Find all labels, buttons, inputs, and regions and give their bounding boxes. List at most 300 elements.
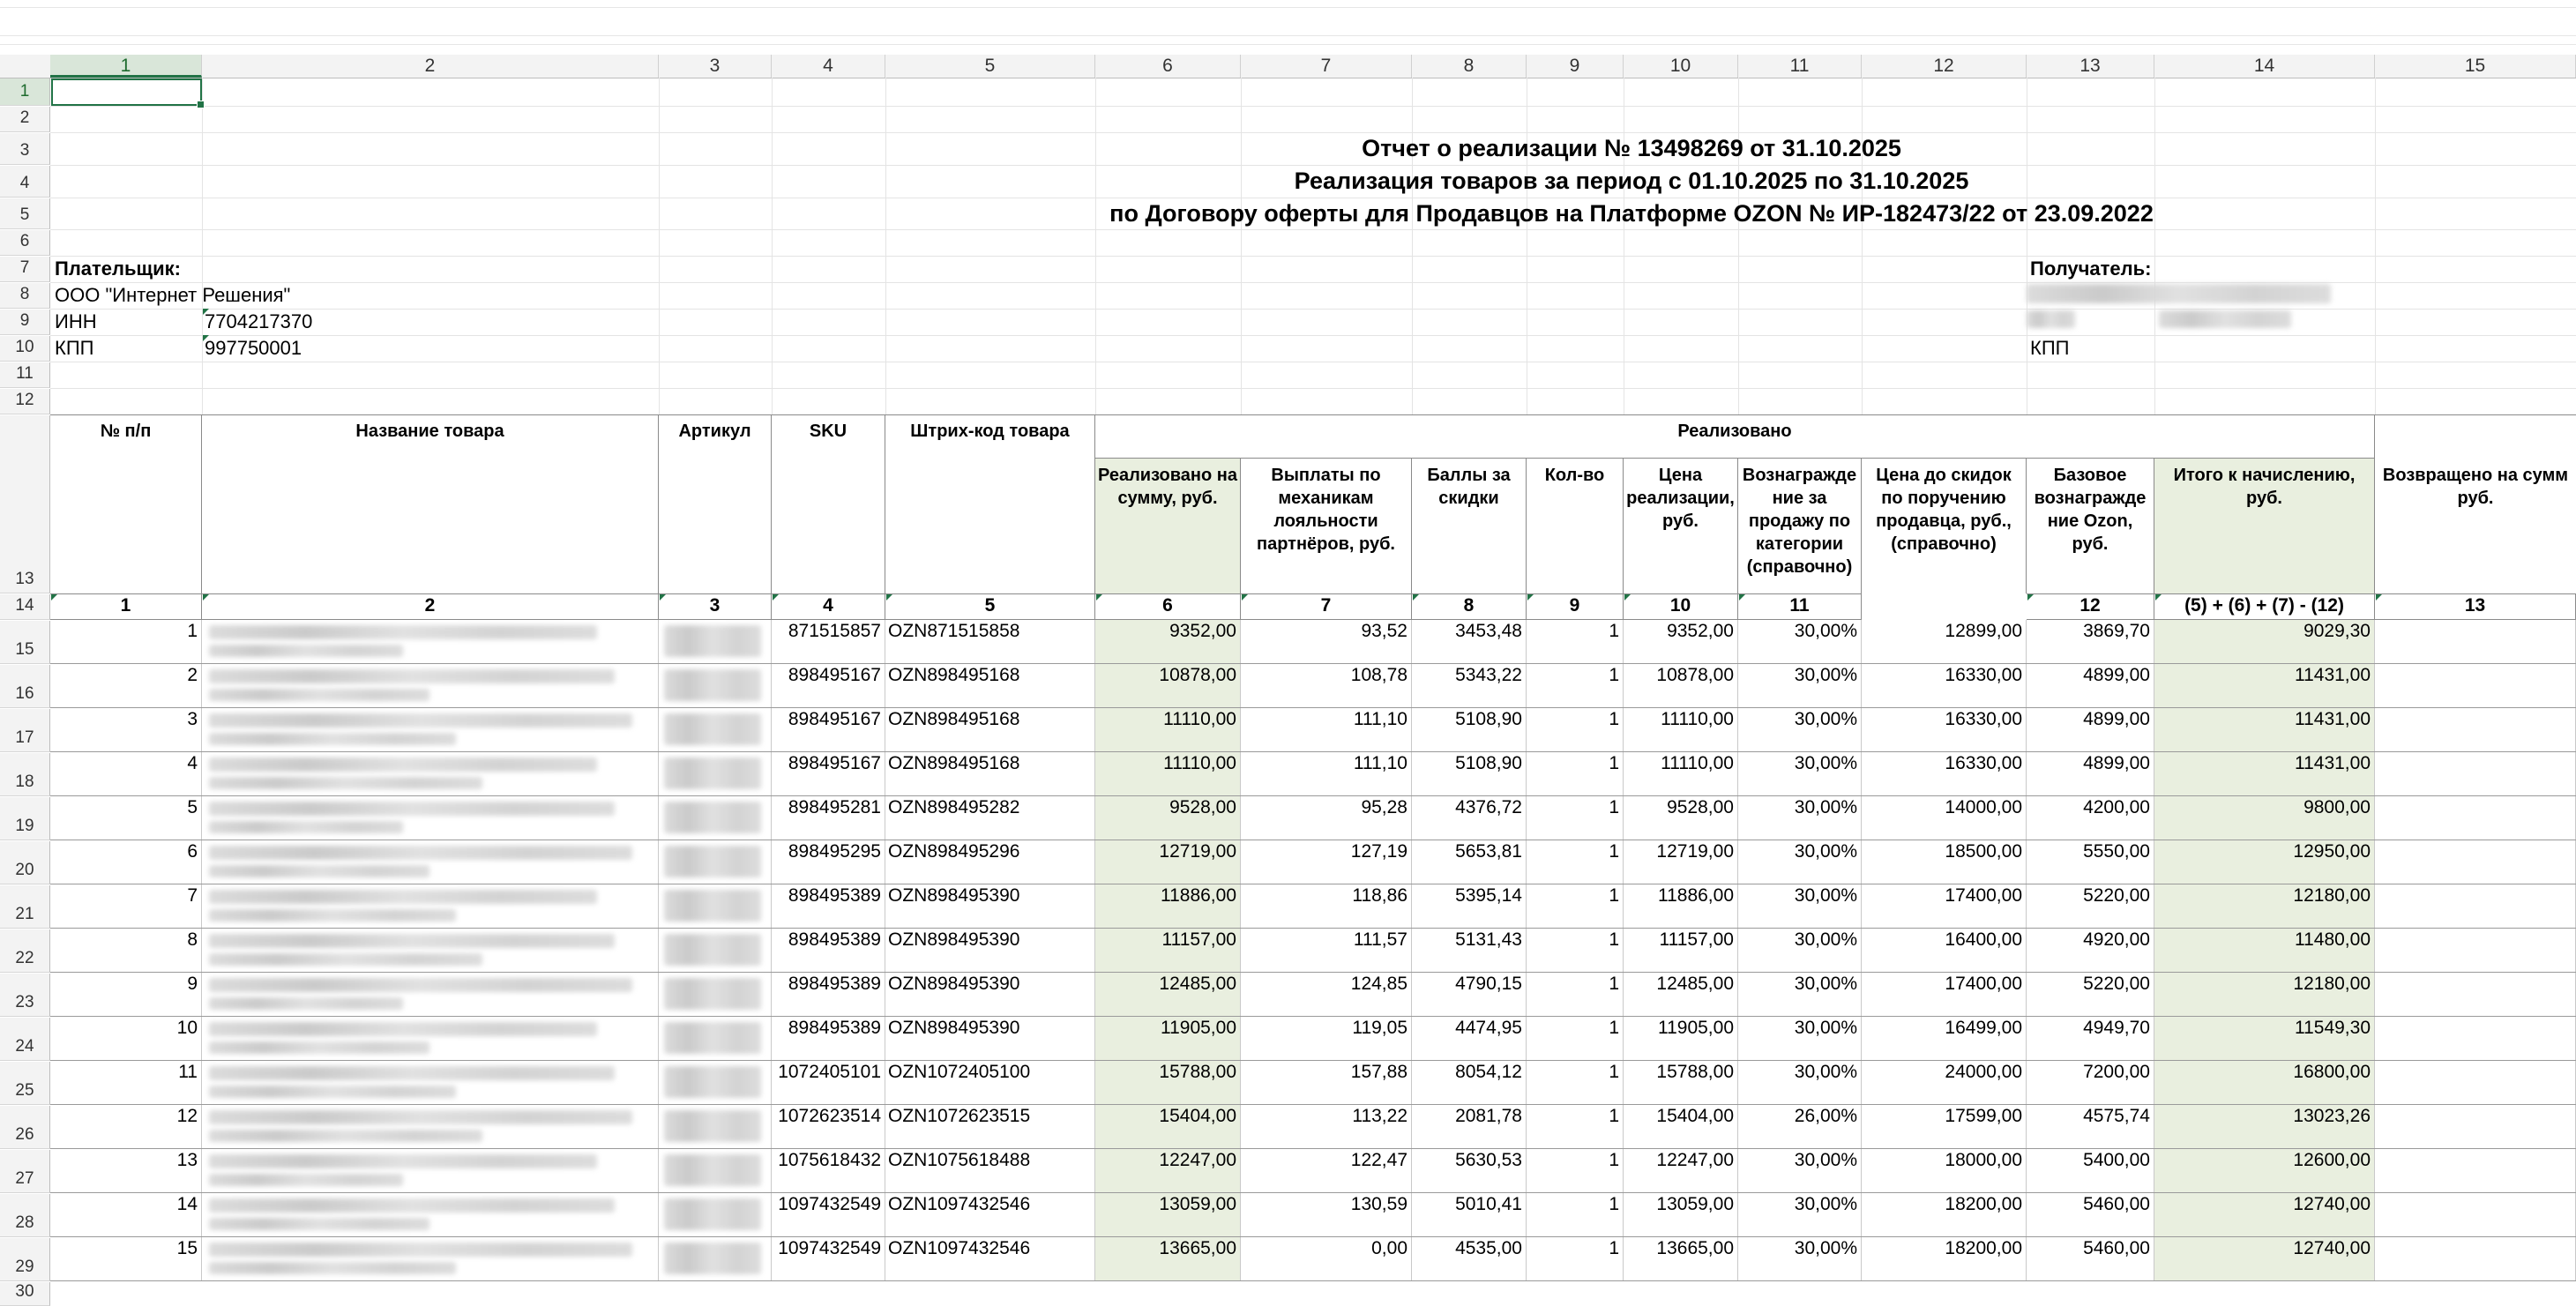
cell-loyalty[interactable]: 118,86 — [1241, 884, 1412, 929]
column-header-bar — [0, 55, 2576, 78]
cell-sum[interactable]: 11905,00 — [1095, 1017, 1241, 1061]
cell-price_before[interactable]: 17599,00 — [1862, 1105, 2027, 1149]
cell-price_before[interactable]: 16499,00 — [1862, 1017, 2027, 1061]
cell-qty[interactable]: 1 — [1527, 620, 1624, 664]
cell-commission[interactable]: 30,00% — [1738, 973, 1862, 1017]
row-header-6[interactable]: 6 — [0, 230, 50, 256]
cell-total[interactable]: 11431,00 — [2154, 708, 2375, 752]
cell-sku[interactable]: 1097432549 — [772, 1237, 885, 1281]
active-cell[interactable] — [51, 78, 202, 106]
cell-points[interactable]: 8054,12 — [1412, 1061, 1527, 1105]
cell-qty[interactable]: 1 — [1527, 1193, 1624, 1237]
row-header-5[interactable]: 5 — [0, 198, 50, 229]
cell-commission[interactable]: 30,00% — [1738, 620, 1862, 664]
cell-price[interactable]: 11886,00 — [1624, 884, 1738, 929]
cell-total[interactable]: 12740,00 — [2154, 1237, 2375, 1281]
cell-price_before[interactable]: 24000,00 — [1862, 1061, 2027, 1105]
cell-name-redacted[interactable] — [202, 1061, 659, 1105]
cell-price[interactable]: 12719,00 — [1624, 840, 1738, 884]
cell-returned[interactable] — [2375, 1149, 2576, 1193]
cell-article-redacted[interactable] — [659, 973, 772, 1017]
cell-price[interactable]: 13665,00 — [1624, 1237, 1738, 1281]
cell-returned[interactable] — [2375, 973, 2576, 1017]
cell-points[interactable]: 3453,48 — [1412, 620, 1527, 664]
cell-sku[interactable]: 1097432549 — [772, 1193, 885, 1237]
column-header-7[interactable]: 7 — [1241, 55, 1412, 78]
cell-n[interactable]: 8 — [50, 929, 202, 973]
cell-commission[interactable]: 30,00% — [1738, 840, 1862, 884]
cell-name-redacted[interactable] — [202, 1017, 659, 1061]
cell-points[interactable]: 4535,00 — [1412, 1237, 1527, 1281]
redacted-text — [209, 1086, 456, 1098]
redacted-text — [209, 846, 632, 860]
cell-loyalty[interactable]: 0,00 — [1241, 1237, 1412, 1281]
cell-loyalty[interactable]: 111,10 — [1241, 752, 1412, 796]
cell-price[interactable]: 12247,00 — [1624, 1149, 1738, 1193]
cell-points[interactable]: 2081,78 — [1412, 1105, 1527, 1149]
row-header-25[interactable]: 25 — [0, 1062, 50, 1105]
header-price: Цена реализации, руб. — [1624, 459, 1738, 593]
cell-barcode[interactable]: OZN898495390 — [885, 973, 1095, 1017]
column-number-9: 9 — [1527, 593, 1624, 620]
cell-name-redacted[interactable] — [202, 929, 659, 973]
cell-sum[interactable]: 15788,00 — [1095, 1061, 1241, 1105]
cell-barcode[interactable]: OZN898495168 — [885, 664, 1095, 708]
cell-points[interactable]: 5108,90 — [1412, 752, 1527, 796]
cell-price_before[interactable]: 18500,00 — [1862, 840, 2027, 884]
cell-n[interactable]: 9 — [50, 973, 202, 1017]
cell-commission[interactable]: 30,00% — [1738, 752, 1862, 796]
cell-price[interactable]: 15788,00 — [1624, 1061, 1738, 1105]
cell-commission[interactable]: 30,00% — [1738, 1149, 1862, 1193]
cell-name-redacted[interactable] — [202, 973, 659, 1017]
cell-commission[interactable]: 30,00% — [1738, 708, 1862, 752]
cell-price_before[interactable]: 17400,00 — [1862, 973, 2027, 1017]
row-header-2[interactable]: 2 — [0, 107, 50, 132]
cell-sum[interactable]: 11110,00 — [1095, 752, 1241, 796]
cell-price_before[interactable]: 17400,00 — [1862, 884, 2027, 929]
cell-base_fee[interactable]: 4949,70 — [2027, 1017, 2154, 1061]
fill-handle[interactable] — [197, 101, 205, 108]
cell-qty[interactable]: 1 — [1527, 1017, 1624, 1061]
cell-total[interactable]: 11549,30 — [2154, 1017, 2375, 1061]
cell-price_before[interactable]: 12899,00 — [1862, 620, 2027, 664]
row-header-8[interactable]: 8 — [0, 283, 50, 309]
cell-price[interactable]: 15404,00 — [1624, 1105, 1738, 1149]
cell-commission[interactable]: 26,00% — [1738, 1105, 1862, 1149]
header-sku: SKU — [772, 414, 885, 593]
redacted-text — [664, 1066, 761, 1098]
cell-loyalty[interactable]: 127,19 — [1241, 840, 1412, 884]
cell-returned[interactable] — [2375, 1017, 2576, 1061]
cell-total[interactable]: 12740,00 — [2154, 1193, 2375, 1237]
cell-name-redacted[interactable] — [202, 1149, 659, 1193]
cell-loyalty[interactable]: 124,85 — [1241, 973, 1412, 1017]
cell-total[interactable]: 12180,00 — [2154, 973, 2375, 1017]
row-header-17[interactable]: 17 — [0, 709, 50, 752]
cell-commission[interactable]: 30,00% — [1738, 1193, 1862, 1237]
cell-barcode[interactable]: OZN898495282 — [885, 796, 1095, 840]
cell-qty[interactable]: 1 — [1527, 840, 1624, 884]
cell-returned[interactable] — [2375, 796, 2576, 840]
column-number-8: 8 — [1412, 593, 1527, 620]
cell-base_fee[interactable]: 7200,00 — [2027, 1061, 2154, 1105]
cell-qty[interactable]: 1 — [1527, 664, 1624, 708]
cell-sum[interactable]: 9528,00 — [1095, 796, 1241, 840]
cell-loyalty[interactable]: 111,10 — [1241, 708, 1412, 752]
column-header-15[interactable]: 15 — [2375, 55, 2576, 78]
cell-base_fee[interactable]: 4200,00 — [2027, 796, 2154, 840]
cell-article-redacted[interactable] — [659, 664, 772, 708]
cell-returned[interactable] — [2375, 752, 2576, 796]
row-header-26[interactable]: 26 — [0, 1106, 50, 1149]
row-header-11[interactable]: 11 — [0, 362, 50, 388]
redacted-text — [664, 669, 761, 701]
column-header-4[interactable]: 4 — [772, 55, 885, 78]
cell-price[interactable]: 12485,00 — [1624, 973, 1738, 1017]
cell-barcode[interactable]: OZN898495390 — [885, 1017, 1095, 1061]
cell-name-redacted[interactable] — [202, 708, 659, 752]
cell-commission[interactable]: 30,00% — [1738, 664, 1862, 708]
header-barcode: Штрих-код товара — [885, 414, 1095, 593]
cell-sum[interactable]: 12247,00 — [1095, 1149, 1241, 1193]
column-number-11: 11 — [1738, 593, 1862, 620]
cell-total[interactable]: 12950,00 — [2154, 840, 2375, 884]
row-header-16[interactable]: 16 — [0, 665, 50, 708]
cell-n[interactable]: 12 — [50, 1105, 202, 1149]
redacted-text — [209, 757, 597, 772]
column-header-11[interactable]: 11 — [1738, 55, 1862, 78]
column-header-6[interactable]: 6 — [1095, 55, 1241, 78]
redacted-text — [209, 625, 597, 639]
recipient-inn-redacted — [2159, 310, 2291, 328]
cell-qty[interactable]: 1 — [1527, 884, 1624, 929]
cell-article-redacted[interactable] — [659, 1193, 772, 1237]
cell-n[interactable]: 11 — [50, 1061, 202, 1105]
header-returned: Возвращено на сумм руб. — [2382, 466, 2569, 508]
cell-qty[interactable]: 1 — [1527, 1237, 1624, 1281]
cell-price_before[interactable]: 14000,00 — [1862, 796, 2027, 840]
row-header-21[interactable]: 21 — [0, 885, 50, 929]
cell-commission[interactable]: 30,00% — [1738, 1017, 1862, 1061]
cell-points[interactable]: 4474,95 — [1412, 1017, 1527, 1061]
cell-points[interactable]: 5108,90 — [1412, 708, 1527, 752]
column-header-9[interactable]: 9 — [1527, 55, 1624, 78]
cell-base_fee[interactable]: 5460,00 — [2027, 1193, 2154, 1237]
cell-article-redacted[interactable] — [659, 1149, 772, 1193]
row-header-12[interactable]: 12 — [0, 389, 50, 414]
column-number-1: 1 — [50, 593, 202, 620]
redacted-text — [209, 713, 632, 728]
row-header-22[interactable]: 22 — [0, 929, 50, 973]
header-commission: Вознагражде ние за продажу по категории (справочно) — [1738, 459, 1862, 593]
cell-sum[interactable]: 9352,00 — [1095, 620, 1241, 664]
cell-article-redacted[interactable] — [659, 929, 772, 973]
cell-price[interactable]: 13059,00 — [1624, 1193, 1738, 1237]
row-header-15[interactable]: 15 — [0, 621, 50, 664]
cell-name-redacted[interactable] — [202, 1193, 659, 1237]
cell-article-redacted[interactable] — [659, 884, 772, 929]
cell-base_fee[interactable]: 3869,70 — [2027, 620, 2154, 664]
cell-name-redacted[interactable] — [202, 1105, 659, 1149]
redacted-text — [209, 1041, 429, 1054]
cell-points[interactable]: 5343,22 — [1412, 664, 1527, 708]
row-header-27[interactable]: 27 — [0, 1150, 50, 1193]
redacted-text — [209, 1218, 429, 1230]
row-header-1[interactable]: 1 — [0, 78, 50, 106]
cell-n[interactable]: 15 — [50, 1237, 202, 1281]
cell-qty[interactable]: 1 — [1527, 796, 1624, 840]
cell-base_fee[interactable]: 5220,00 — [2027, 973, 2154, 1017]
cell-sku[interactable]: 898495295 — [772, 840, 885, 884]
cell-sum[interactable]: 13059,00 — [1095, 1193, 1241, 1237]
cell-price[interactable]: 9528,00 — [1624, 796, 1738, 840]
cell-price_before[interactable]: 18000,00 — [1862, 1149, 2027, 1193]
cell-barcode[interactable]: OZN898495390 — [885, 884, 1095, 929]
cell-total[interactable]: 9800,00 — [2154, 796, 2375, 840]
cell-price[interactable]: 10878,00 — [1624, 664, 1738, 708]
cell-qty[interactable]: 1 — [1527, 1061, 1624, 1105]
cell-total[interactable]: 12600,00 — [2154, 1149, 2375, 1193]
column-header-3[interactable]: 3 — [659, 55, 772, 78]
row-header-3[interactable]: 3 — [0, 133, 50, 165]
row-header-23[interactable]: 23 — [0, 974, 50, 1017]
cell-commission[interactable]: 30,00% — [1738, 929, 1862, 973]
row-header-13[interactable]: 13 — [0, 415, 50, 593]
row-header-28[interactable]: 28 — [0, 1194, 50, 1237]
cell-article-redacted[interactable] — [659, 620, 772, 664]
cell-returned[interactable] — [2375, 1061, 2576, 1105]
cell-returned[interactable] — [2375, 664, 2576, 708]
cell-sum[interactable]: 15404,00 — [1095, 1105, 1241, 1149]
cell-price[interactable]: 11157,00 — [1624, 929, 1738, 973]
cell-points[interactable]: 5653,81 — [1412, 840, 1527, 884]
row-header-14[interactable]: 14 — [0, 594, 50, 620]
cell-sku[interactable]: 1072405101 — [772, 1061, 885, 1105]
cell-article-redacted[interactable] — [659, 1017, 772, 1061]
row-header-9[interactable]: 9 — [0, 310, 50, 335]
cell-loyalty[interactable]: 130,59 — [1241, 1193, 1412, 1237]
column-header-12[interactable]: 12 — [1862, 55, 2027, 78]
cell-price_before[interactable]: 16330,00 — [1862, 664, 2027, 708]
cell-loyalty[interactable]: 111,57 — [1241, 929, 1412, 973]
cell-sum[interactable]: 11157,00 — [1095, 929, 1241, 973]
cell-commission[interactable]: 30,00% — [1738, 796, 1862, 840]
cell-name-redacted[interactable] — [202, 752, 659, 796]
column-header-2[interactable]: 2 — [202, 55, 659, 78]
cell-article-redacted[interactable] — [659, 708, 772, 752]
column-header-1[interactable]: 1 — [50, 55, 202, 78]
row-header-19[interactable]: 19 — [0, 797, 50, 840]
cell-qty[interactable]: 1 — [1527, 929, 1624, 973]
cell-barcode[interactable]: OZN1097432546 — [885, 1237, 1095, 1281]
cell-sku[interactable]: 871515857 — [772, 620, 885, 664]
cell-commission[interactable]: 30,00% — [1738, 1237, 1862, 1281]
cell-qty[interactable]: 1 — [1527, 708, 1624, 752]
redacted-text — [209, 1066, 615, 1080]
row-header-10[interactable]: 10 — [0, 336, 50, 362]
cell-loyalty[interactable]: 122,47 — [1241, 1149, 1412, 1193]
cell-article-redacted[interactable] — [659, 1105, 772, 1149]
cell-total[interactable]: 9029,30 — [2154, 620, 2375, 664]
cell-qty[interactable]: 1 — [1527, 752, 1624, 796]
cell-base_fee[interactable]: 4575,74 — [2027, 1105, 2154, 1149]
cell-returned[interactable] — [2375, 884, 2576, 929]
cell-price[interactable]: 11905,00 — [1624, 1017, 1738, 1061]
cell-sku[interactable]: 898495389 — [772, 929, 885, 973]
cell-total[interactable]: 13023,26 — [2154, 1105, 2375, 1149]
cell-total[interactable]: 11480,00 — [2154, 929, 2375, 973]
cell-points[interactable]: 5131,43 — [1412, 929, 1527, 973]
cell-returned[interactable] — [2375, 708, 2576, 752]
cell-price[interactable]: 11110,00 — [1624, 708, 1738, 752]
recipient-inn-label-redacted — [2027, 310, 2075, 328]
cell-base_fee[interactable]: 5460,00 — [2027, 1237, 2154, 1281]
cell-name-redacted[interactable] — [202, 884, 659, 929]
cell-qty[interactable]: 1 — [1527, 973, 1624, 1017]
redacted-text — [209, 1243, 632, 1257]
cell-price[interactable]: 9352,00 — [1624, 620, 1738, 664]
cell-name-redacted[interactable] — [202, 664, 659, 708]
cell-points[interactable]: 4376,72 — [1412, 796, 1527, 840]
row-header-20[interactable]: 20 — [0, 841, 50, 884]
cell-name-redacted[interactable] — [202, 840, 659, 884]
cell-loyalty[interactable]: 95,28 — [1241, 796, 1412, 840]
cell-base_fee[interactable]: 4899,00 — [2027, 708, 2154, 752]
cell-loyalty[interactable]: 113,22 — [1241, 1105, 1412, 1149]
cell-sku[interactable]: 898495389 — [772, 973, 885, 1017]
cell-sum[interactable]: 11886,00 — [1095, 884, 1241, 929]
cell-sku[interactable]: 898495389 — [772, 884, 885, 929]
cell-barcode[interactable]: OZN871515858 — [885, 620, 1095, 664]
cell-sku[interactable]: 1072623514 — [772, 1105, 885, 1149]
cell-price_before[interactable]: 16330,00 — [1862, 752, 2027, 796]
cell-sku[interactable]: 1075618432 — [772, 1149, 885, 1193]
cell-n[interactable]: 13 — [50, 1149, 202, 1193]
cell-sum[interactable]: 12719,00 — [1095, 840, 1241, 884]
cell-n[interactable]: 3 — [50, 708, 202, 752]
cell-price[interactable]: 11110,00 — [1624, 752, 1738, 796]
payer-label: Плательщик: — [55, 257, 181, 280]
cell-barcode[interactable]: OZN1075618488 — [885, 1149, 1095, 1193]
cell-points[interactable]: 5630,53 — [1412, 1149, 1527, 1193]
cell-sku[interactable]: 898495389 — [772, 1017, 885, 1061]
cell-returned[interactable] — [2375, 1105, 2576, 1149]
cell-base_fee[interactable]: 5550,00 — [2027, 840, 2154, 884]
cell-sum[interactable]: 11110,00 — [1095, 708, 1241, 752]
cell-name-redacted[interactable] — [202, 796, 659, 840]
cell-barcode[interactable]: OZN1072405100 — [885, 1061, 1095, 1105]
cell-returned[interactable] — [2375, 1193, 2576, 1237]
cell-total[interactable]: 11431,00 — [2154, 664, 2375, 708]
cell-barcode[interactable]: OZN898495168 — [885, 752, 1095, 796]
cell-sum[interactable]: 10878,00 — [1095, 664, 1241, 708]
row-header-4[interactable]: 4 — [0, 166, 50, 198]
row-header-18[interactable]: 18 — [0, 753, 50, 796]
cell-sku[interactable]: 898495167 — [772, 752, 885, 796]
cell-article-redacted[interactable] — [659, 752, 772, 796]
cell-article-redacted[interactable] — [659, 796, 772, 840]
cell-price_before[interactable]: 18200,00 — [1862, 1237, 2027, 1281]
redacted-text — [664, 1110, 761, 1142]
row-header-7[interactable]: 7 — [0, 257, 50, 282]
cell-n[interactable]: 1 — [50, 620, 202, 664]
cell-returned[interactable] — [2375, 620, 2576, 664]
cell-total[interactable]: 12180,00 — [2154, 884, 2375, 929]
column-header-13[interactable]: 13 — [2027, 55, 2154, 78]
cell-total[interactable]: 16800,00 — [2154, 1061, 2375, 1105]
cell-n[interactable]: 5 — [50, 796, 202, 840]
cell-sum[interactable]: 12485,00 — [1095, 973, 1241, 1017]
cell-returned[interactable] — [2375, 929, 2576, 973]
cell-base_fee[interactable]: 5220,00 — [2027, 884, 2154, 929]
cell-n[interactable]: 14 — [50, 1193, 202, 1237]
cell-loyalty[interactable]: 108,78 — [1241, 664, 1412, 708]
cell-name-redacted[interactable] — [202, 620, 659, 664]
row-header-29[interactable]: 29 — [0, 1238, 50, 1281]
cell-qty[interactable]: 1 — [1527, 1149, 1624, 1193]
recipient-label: Получатель: — [2030, 257, 2152, 280]
cell-barcode[interactable]: OZN898495390 — [885, 929, 1095, 973]
cell-returned[interactable] — [2375, 840, 2576, 884]
cell-base_fee[interactable]: 4899,00 — [2027, 664, 2154, 708]
cell-n[interactable]: 7 — [50, 884, 202, 929]
cell-points[interactable]: 4790,15 — [1412, 973, 1527, 1017]
cell-name-redacted[interactable] — [202, 1237, 659, 1281]
cell-qty[interactable]: 1 — [1527, 1105, 1624, 1149]
cell-returned[interactable] — [2375, 1237, 2576, 1281]
cell-n[interactable]: 6 — [50, 840, 202, 884]
column-header-14[interactable]: 14 — [2154, 55, 2375, 78]
cell-article-redacted[interactable] — [659, 840, 772, 884]
cell-n[interactable]: 2 — [50, 664, 202, 708]
cell-loyalty[interactable]: 157,88 — [1241, 1061, 1412, 1105]
cell-price_before[interactable]: 16330,00 — [1862, 708, 2027, 752]
cell-loyalty[interactable]: 93,52 — [1241, 620, 1412, 664]
cell-price_before[interactable]: 18200,00 — [1862, 1193, 2027, 1237]
cell-base_fee[interactable]: 4899,00 — [2027, 752, 2154, 796]
cell-base_fee[interactable]: 5400,00 — [2027, 1149, 2154, 1193]
cell-barcode[interactable]: OZN898495296 — [885, 840, 1095, 884]
cell-loyalty[interactable]: 119,05 — [1241, 1017, 1412, 1061]
column-header-10[interactable]: 10 — [1624, 55, 1738, 78]
cell-commission[interactable]: 30,00% — [1738, 884, 1862, 929]
cell-base_fee[interactable]: 4920,00 — [2027, 929, 2154, 973]
cell-n[interactable]: 10 — [50, 1017, 202, 1061]
column-header-5[interactable]: 5 — [885, 55, 1095, 78]
cell-sku[interactable]: 898495281 — [772, 796, 885, 840]
cell-barcode[interactable]: OZN898495168 — [885, 708, 1095, 752]
row-header-30[interactable]: 30 — [0, 1282, 50, 1306]
cell-n[interactable]: 4 — [50, 752, 202, 796]
redacted-text — [209, 1262, 456, 1274]
cell-points[interactable]: 5010,41 — [1412, 1193, 1527, 1237]
cell-article-redacted[interactable] — [659, 1061, 772, 1105]
column-number-12: 12 — [2027, 593, 2154, 620]
cell-commission[interactable]: 30,00% — [1738, 1061, 1862, 1105]
cell-sku[interactable]: 898495167 — [772, 664, 885, 708]
cell-price_before[interactable]: 16400,00 — [1862, 929, 2027, 973]
cell-total[interactable]: 11431,00 — [2154, 752, 2375, 796]
cell-sku[interactable]: 898495167 — [772, 708, 885, 752]
cell-barcode[interactable]: OZN1097432546 — [885, 1193, 1095, 1237]
cell-barcode[interactable]: OZN1072623515 — [885, 1105, 1095, 1149]
cell-sum[interactable]: 13665,00 — [1095, 1237, 1241, 1281]
row-header-24[interactable]: 24 — [0, 1018, 50, 1061]
column-header-8[interactable]: 8 — [1412, 55, 1527, 78]
cell-points[interactable]: 5395,14 — [1412, 884, 1527, 929]
cell-article-redacted[interactable] — [659, 1237, 772, 1281]
